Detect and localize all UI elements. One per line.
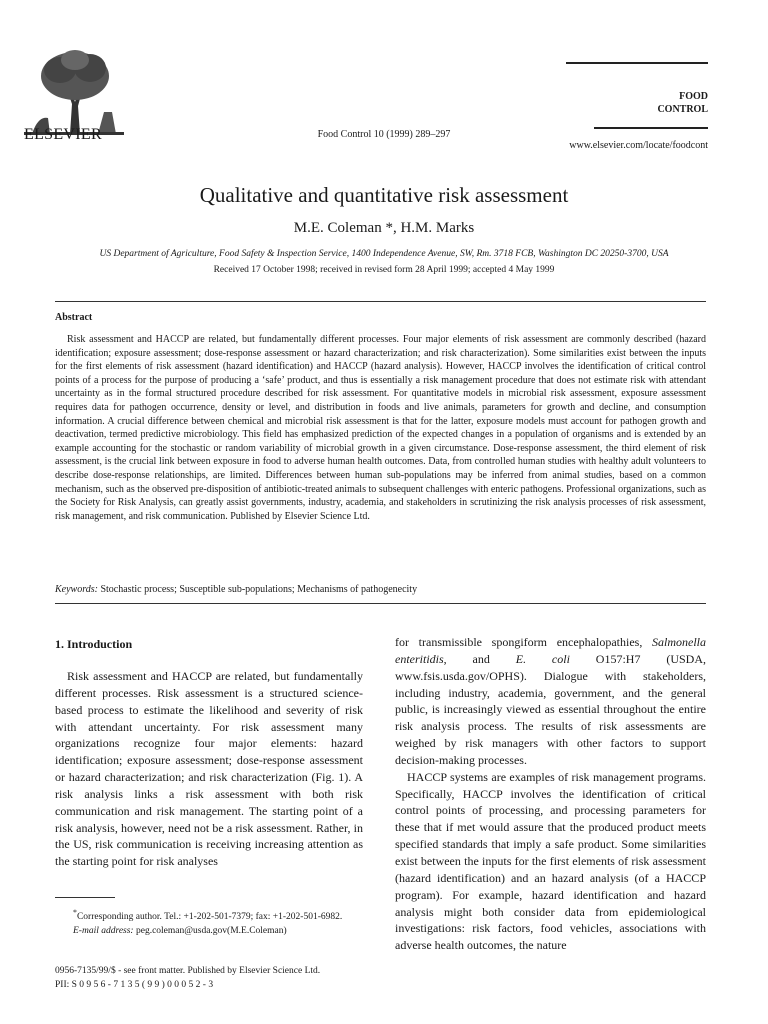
footnote-corresponding — [55, 906, 363, 925]
keywords-label: Keywords: — [55, 584, 98, 595]
keywords-text: Stochastic process; Susceptible sub-populations; Mechanisms of pathogenecity — [100, 584, 418, 595]
footnote-corresponding-text: Corresponding author. Tel.: +1-202-501-7379; fax: +1-202-501-6982. — [76, 912, 343, 923]
intro-text-part: O157:H7 (USDA, www.fsis.usda.gov/OPHS). Dialogue with stakeholders, including industry, academia, government, and the general public, is increasingly viewed as essential throughout the entire risk analysis process. The results of risk assessments are weighed by risk managers with other factors to support decision-making processes. — [395, 651, 707, 767]
journal-name-line1: FOOD — [679, 91, 708, 102]
author-affiliation: US Department of Agriculture, Food Safety & Inspection Service, 1400 Independence Avenue, SW, Rm. 3718 FCB, Washington DC 20250-3700, USA — [99, 249, 669, 259]
footnote-email-label: E-mail address: — [73, 925, 134, 936]
abstract-heading: Abstract — [55, 312, 93, 323]
abstract-text: Risk assessment and HACCP are related, but fundamentally different processes. Four major elements of risk assessment are commonly described (hazard identification; exposure assessment; dose-response assessment or hazard characterization; and risk characterization). Some similarities exist between the inputs for the first elements of risk assessment (hazard identification) and HACCP (hazard analysis). However, HACCP involves the identification of critical control points of a process for the purpose of producing a ‘safe’ product, and thus is essentially a risk management procedure that does not estimate risk with attendant uncertainty as in the formal structured procedure described for risk assessment. For quantitative models in microbial risk assessment, exposure assessment requires data for pathogen occurrence, density or level, and distribution in foods and live animals, parameters for growth and decline, and consumption information. A crucial difference between chemical and microbial risk assessment is that for the latter, exposure models must account for pathogen growth and deactivation, termed predictive microbiology. This field has emphasized prediction of the expected changes in a population of organisms and is extended by an example accounting for the stochastic or random variability of microbial growth in a given circumstance. Dose-response assessment, the third element of risk assessment, is the crucial link between exposure in food to adverse human health outcomes. Data, from controlled human studies with healthy adult volunteers to describe dose-response relationships, are limited. Differences between human sub-populations may be inferred from animal studies, based on a common mechanism, such as the observed pre-disposition of antibiotic-treated animals to subsequent challenges with enteric pathogens. Professional organizations, such as the Society for Risk Analysis, can greatly assist governments, industry, academia, and stakeholders in scrutinizing the risk analysis processes of risk assessment, risk management, and risk communication. Published by Elsevier Science Ltd. — [55, 334, 706, 522]
keywords — [55, 584, 417, 595]
publisher-name: ELSEVIER — [24, 126, 102, 143]
intro-italic-ecoli: E. coli — [515, 651, 570, 666]
intro-paragraph-continued — [395, 634, 706, 769]
abstract-top-rule — [55, 301, 706, 302]
bottom-matter — [55, 965, 320, 992]
journal-name-line2: CONTROL — [657, 104, 708, 115]
left-column — [55, 668, 363, 870]
journal-name — [566, 90, 708, 116]
footnote-marker: * — [73, 908, 77, 917]
intro-text-part: for transmissible spongiform encephalopathies, — [395, 635, 652, 649]
article-dates: Received 17 October 1998; received in revised form 28 April 1999; accepted 4 May 1999 — [213, 265, 555, 275]
journal-name-top-rule — [566, 62, 708, 64]
footnote-email-address[interactable]: peg.coleman@usda.gov(M.E.Coleman) — [135, 925, 287, 936]
journal-name-bottom-rule — [594, 127, 708, 129]
right-column — [395, 634, 706, 954]
abstract-bottom-rule — [55, 603, 706, 604]
journal-url[interactable]: www.elsevier.com/locate/foodcont — [569, 140, 708, 151]
article-title: Qualitative and quantitative risk assessment — [199, 183, 569, 207]
intro-paragraph-haccp: HACCP systems are examples of risk management programs. Specifically, HACCP involves the identification of critical control points of processing, and processing parameters for these that if met would assure that the produced product meets specified standards that imply a safe product. Some similarities exist between the inputs for the first elements of risk assessment (hazard identification) and an hazard analysis (of a HACCP program). For example, hazard identification and hazard analysis might both consider data from epidemiological investigations: risk factors, food vehicles, associations with adverse health outcomes, the nature — [395, 769, 706, 953]
intro-italic-salmonella: Salmonella enteritidis — [395, 635, 706, 666]
article-authors: M.E. Coleman *, H.M. Marks — [293, 220, 475, 236]
issn-line: 0956-7135/99/$ - see front matter. Published by Elsevier Science Ltd. — [55, 966, 321, 976]
pii-line: PII: S 0 9 5 6 - 7 1 3 5 ( 9 9 ) 0 0 0 5 2 - 3 — [55, 979, 214, 990]
intro-text-part: , and — [443, 651, 516, 666]
footnote — [55, 906, 363, 938]
journal-reference: Food Control 10 (1999) 289–297 — [317, 129, 451, 140]
footnote-rule — [55, 897, 115, 898]
intro-paragraph-1: Risk assessment and HACCP are related, but fundamentally different processes. Risk assessment is a structured science-based process to estimate the likelihood and severity of risk with attendant uncertainty. For risk assessment many organizations recognize four major elements: hazard identification; exposure assessment; dose-response assessment or hazard characterization; and risk characterization (Fig. 1). A risk analysis links a risk assessment with both risk communication and risk management. The starting point of a risk analysis, however, need not be a risk assessment. Rather, in the US, risk communication is receiving increasing attention as the starting point for risk analyses — [55, 669, 363, 869]
section-heading-introduction: 1. Introduction — [55, 637, 133, 651]
footnote-email — [55, 925, 363, 939]
